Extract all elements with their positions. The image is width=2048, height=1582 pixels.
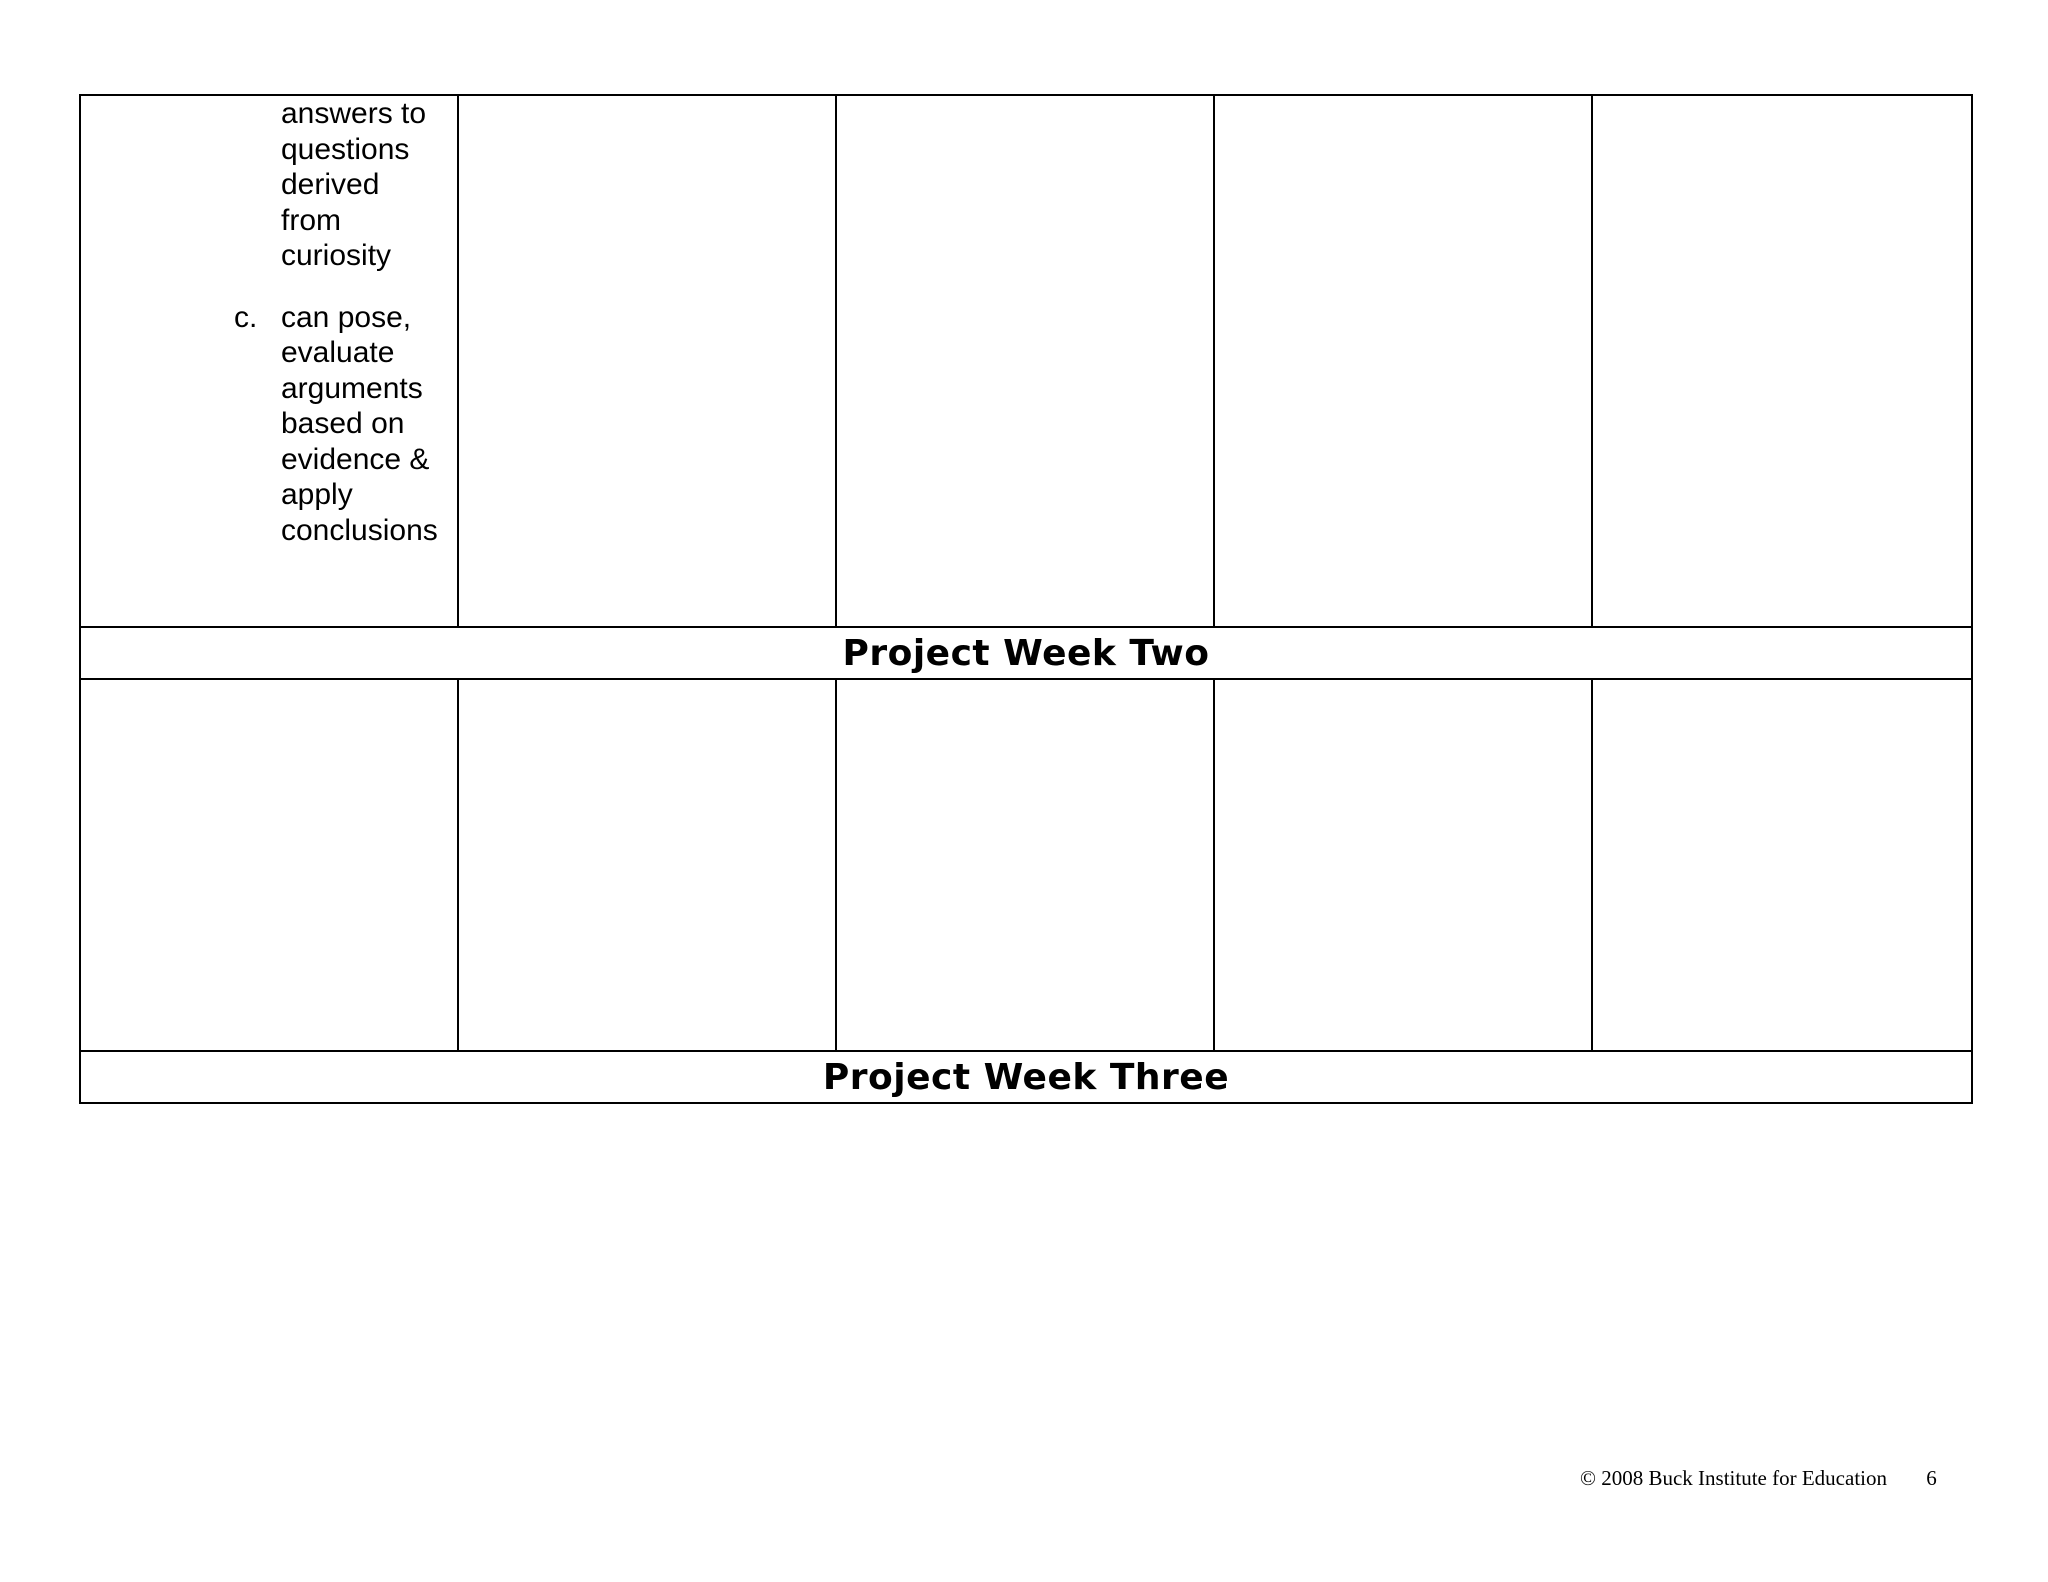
empty-cell bbox=[1592, 679, 1972, 1051]
copyright-notice: © 2008 Buck Institute for Education bbox=[1580, 1466, 1887, 1490]
empty-cell bbox=[1214, 679, 1592, 1051]
table-row bbox=[80, 95, 1972, 627]
table-row bbox=[80, 627, 1972, 679]
empty-cell bbox=[836, 95, 1214, 627]
outline-line: derived bbox=[281, 168, 380, 201]
outline-line: evaluate bbox=[281, 336, 395, 369]
week-two-heading: Project Week Two bbox=[80, 627, 1972, 679]
outline-marker: c. bbox=[234, 300, 258, 334]
outline-line: answers to bbox=[281, 97, 427, 130]
table-row bbox=[80, 1051, 1972, 1103]
page-number: 6 bbox=[1926, 1466, 1937, 1490]
empty-cell bbox=[1214, 95, 1592, 627]
outline-line: conclusions bbox=[281, 513, 438, 547]
empty-cell bbox=[458, 95, 836, 627]
empty-cell bbox=[458, 679, 836, 1051]
outline-line: based on bbox=[281, 407, 405, 440]
outline-line: from bbox=[281, 203, 341, 237]
standards-outline bbox=[81, 96, 457, 548]
outline-line: arguments bbox=[281, 371, 423, 405]
project-planner-table bbox=[79, 94, 1973, 1104]
table-row bbox=[80, 679, 1972, 1051]
outline-line: curiosity bbox=[281, 239, 392, 272]
outline-item-c bbox=[81, 300, 457, 549]
outline-line: evidence & bbox=[281, 442, 430, 476]
outline-line: apply bbox=[281, 478, 353, 511]
outline-line: can pose, bbox=[281, 300, 412, 334]
page-footer bbox=[1580, 1466, 1937, 1491]
week-three-heading: Project Week Three bbox=[80, 1051, 1972, 1103]
empty-cell bbox=[1592, 95, 1972, 627]
outline-item-text bbox=[281, 300, 438, 549]
outline-continued-item bbox=[81, 96, 457, 274]
standards-cell bbox=[80, 95, 458, 627]
outline-line: questions bbox=[281, 132, 410, 166]
empty-cell bbox=[80, 679, 458, 1051]
empty-cell bbox=[836, 679, 1214, 1051]
